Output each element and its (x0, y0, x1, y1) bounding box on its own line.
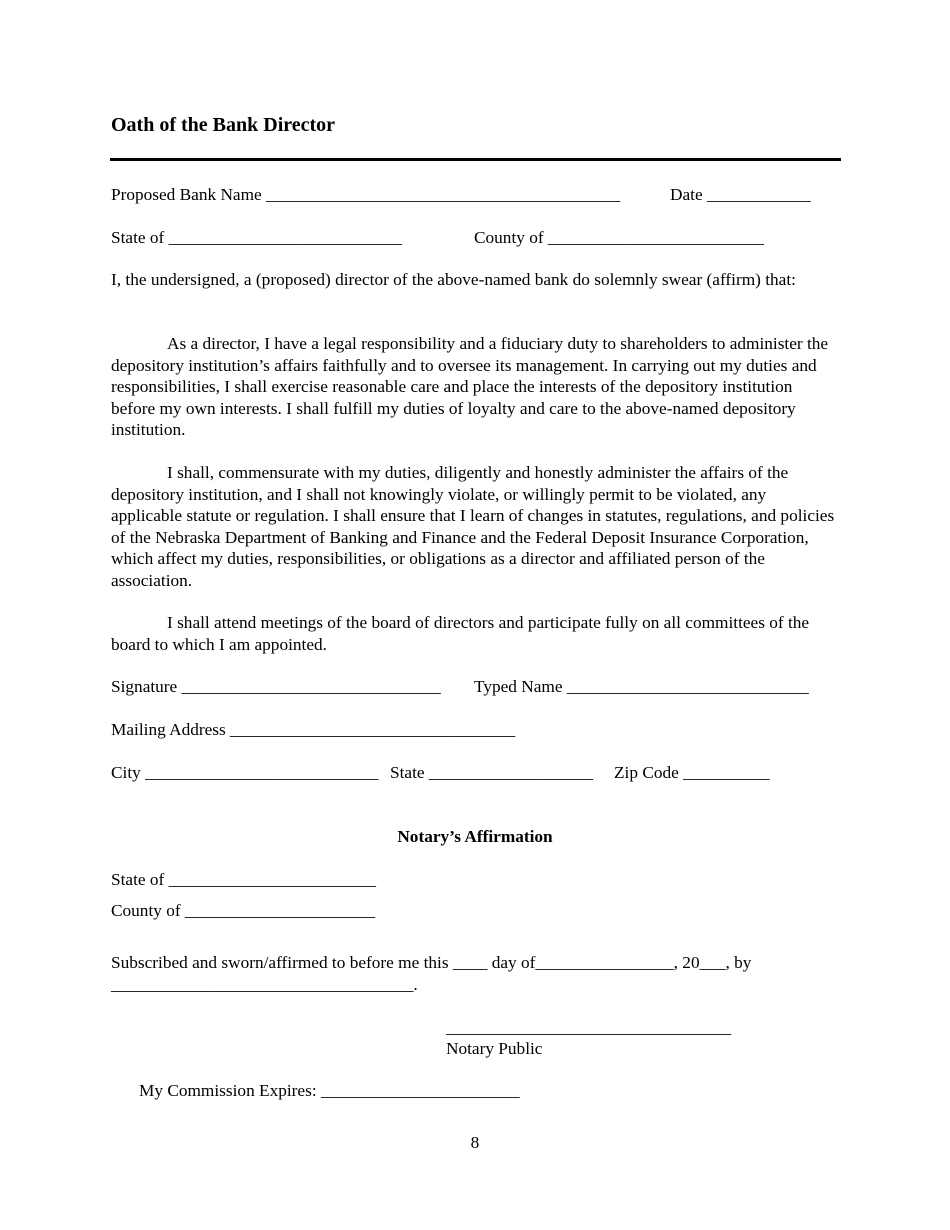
bank-name-field[interactable]: Proposed Bank Name _________________________________________ (111, 185, 621, 204)
typed-name-field[interactable]: Typed Name ____________________________ (474, 677, 809, 696)
oath-paragraph-3: I shall attend meetings of the board of directors and participate fully on all committees of the board to which I am appointed. (111, 613, 810, 654)
intro-paragraph: I, the undersigned, a (proposed) director of the above-named bank do solemnly swear (affirm) that: (111, 270, 796, 289)
oath-paragraph-2: I shall, commensurate with my duties, diligently and honestly administer the affairs of the depository institution, and I shall not knowingly violate, or willingly permit to be violated, any applicable statute or regulation. I shall ensure that I learn of changes in statutes, regulations, and policies of the Nebraska Department of Banking and Finance and the Federal Deposit Insurance Corporation, which affect my duties, responsibilities, or obligations as a director and affiliated person of the association. (111, 463, 835, 590)
oath-paragraph-1: As a director, I have a legal responsibility and a fiduciary duty to shareholders to administer the depository institution’s affairs faithfully and to oversee its management. In carrying out my duties and responsibilities, I shall exercise reasonable care and place the interests of the depository institution before my own interests. I shall fulfill my duties of loyalty and care to the above-named depository institution. (111, 334, 829, 439)
mailing-address-field[interactable]: Mailing Address _________________________________ (111, 720, 516, 739)
title-divider (110, 158, 841, 161)
county-field[interactable]: County of _________________________ (474, 228, 764, 247)
subscribed-line[interactable]: Subscribed and sworn/affirmed to before me this ____ day of________________, 20___, by (111, 953, 752, 972)
notary-county-field[interactable]: County of ______________________ (111, 901, 376, 920)
signature-field[interactable]: Signature ______________________________ (111, 677, 441, 696)
zip-code-field[interactable]: Zip Code __________ (614, 763, 770, 782)
notary-heading: Notary’s Affirmation (397, 827, 553, 846)
subscribed-name-line[interactable]: ___________________________________. (111, 975, 418, 994)
notary-state-field[interactable]: State of ________________________ (111, 870, 376, 889)
commission-expires-field[interactable]: My Commission Expires: _______________________ (139, 1081, 520, 1100)
state-field[interactable]: State of ___________________________ (111, 228, 402, 247)
state-address-field[interactable]: State ___________________ (390, 763, 594, 782)
page-number: 8 (470, 1133, 480, 1152)
date-field[interactable]: Date ____________ (670, 185, 811, 204)
notary-signature-line[interactable]: _________________________________ (446, 1018, 732, 1037)
city-field[interactable]: City ___________________________ (111, 763, 379, 782)
notary-public-label: Notary Public (446, 1039, 543, 1058)
page-title: Oath of the Bank Director (111, 114, 336, 136)
